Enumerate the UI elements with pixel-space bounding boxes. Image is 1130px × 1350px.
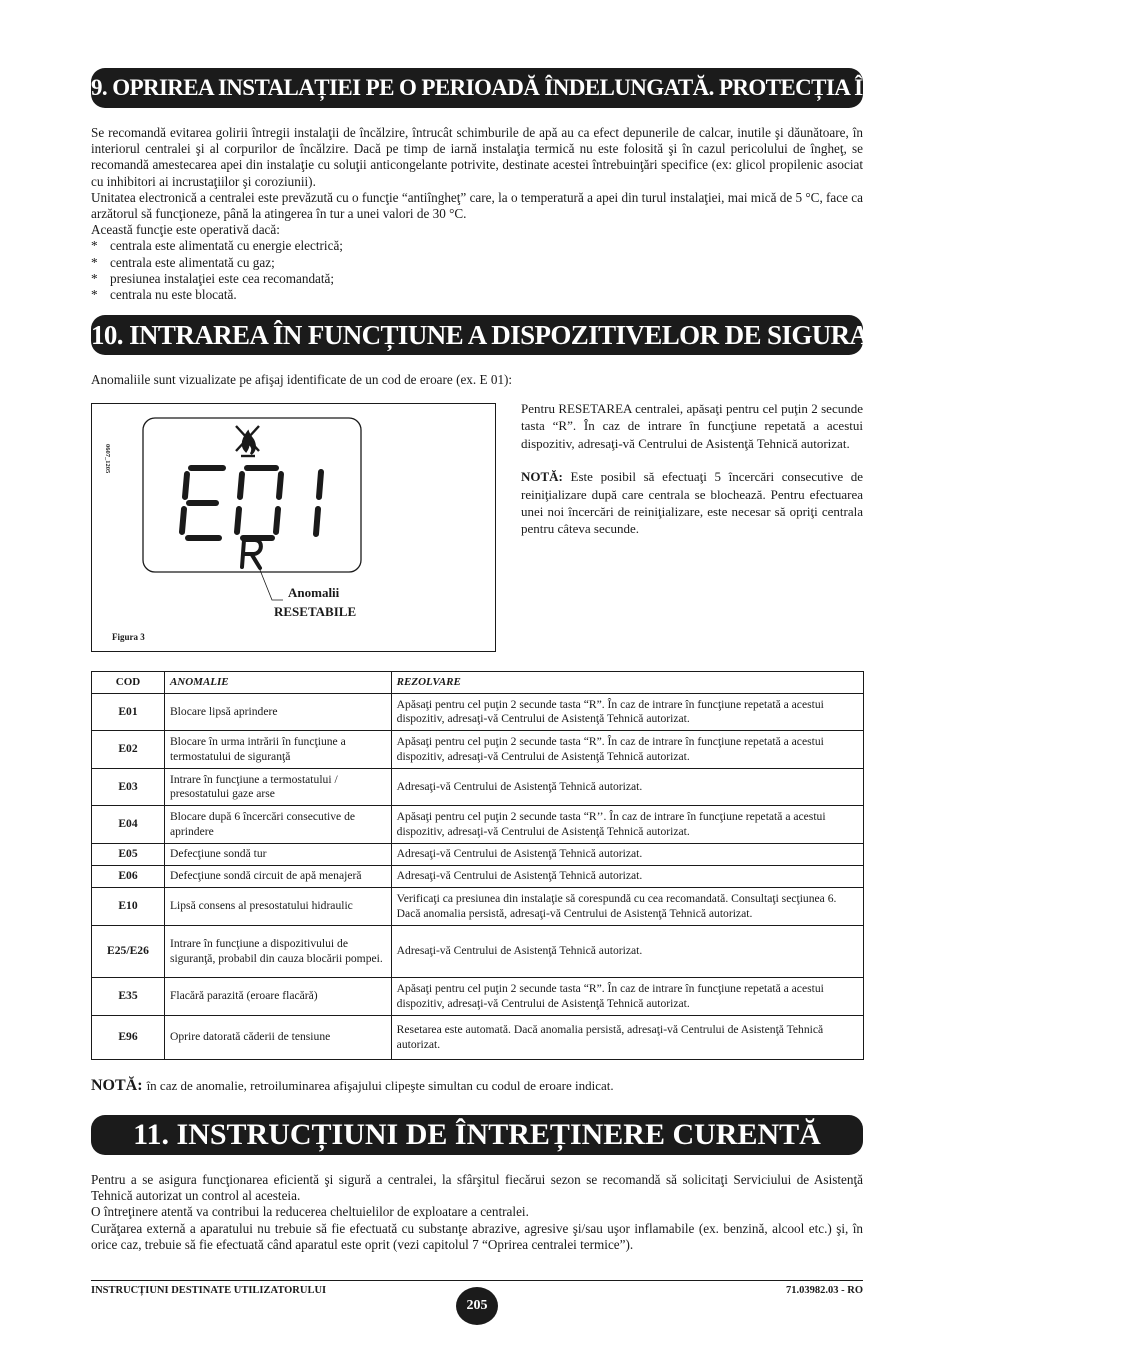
figure-caption: Figura 3 (112, 632, 145, 642)
section-9-paragraph-3: Această funcţie este operativă dacă: (91, 222, 280, 238)
bullet-mark: * (91, 287, 98, 303)
bullet-item (91, 271, 863, 287)
cell-code: E06 (92, 866, 165, 888)
footer-divider (91, 1280, 863, 1281)
section-11-paragraph-2: O întreţinere atentă va contribui la reducerea cheltuielilor de exploatare a centralei. (91, 1204, 529, 1220)
reset-note-label: NOTĂ: (521, 469, 563, 485)
figure-code: 0607_1205 (104, 444, 111, 474)
cell-resolution: Apăsaţi pentru cel puţin 2 secunde tasta “R”. În caz de intrare în funcţiune repetată a acestui dispozitiv, adresaţi-vă Centrului de Asistenţă Tehnică autorizat. (391, 978, 863, 1016)
section-11-title: 11. INSTRUCȚIUNI DE ÎNTREȚINERE CURENTĂ (91, 1115, 863, 1155)
figure-label-line2: RESETABILE (274, 604, 357, 619)
cell-anomaly: Blocare după 6 încercări consecutive de aprindere (164, 806, 391, 844)
figure-display (91, 403, 496, 652)
header-code: COD (92, 672, 165, 694)
cell-resolution: Apăsaţi pentru cel puţin 2 secunde tasta “R”. În caz de intrare în funcţiune repetată a acestui dispozitiv, adresaţi-vă Centrului de Asistenţă Tehnică autorizat. (391, 694, 863, 731)
cell-resolution: Apăsaţi pentru cel puţin 2 secunde tasta “R’’. În caz de intrare în funcţiune repetată a acestui dispozitiv, adresaţi-vă Centrului de Asistenţă Tehnică autorizat. (391, 806, 863, 844)
cell-code: E96 (92, 1016, 165, 1060)
error-code-table (91, 671, 864, 1060)
bullet-text: centrala este alimentată cu gaz; (110, 254, 275, 270)
section-10-title: 10. INTRAREA ÎN FUNCȚIUNE A DISPOZITIVELOR DE SIGURANȚA (91, 315, 863, 355)
bullet-mark: * (91, 254, 98, 270)
cell-code: E25/E26 (92, 926, 165, 978)
header-anomaly: ANOMALIE (164, 672, 391, 694)
segment-digit-1 (316, 472, 321, 534)
reset-letter-r (242, 540, 261, 568)
bullet-item (91, 287, 863, 303)
table-row (92, 926, 864, 978)
cell-resolution: Adresaţi-vă Centrului de Asistenţă Tehnică autorizat. (391, 926, 863, 978)
table-row (92, 888, 864, 926)
section-9-paragraph-1: Se recomandă evitarea golirii întregii instalaţii de încălzire, întrucât schimburile de apă au ca efect depunerile de calcar, inutile şi dăunătoare, în interiorul centralei şi al corpurilor de încălzire. Dacă pe timp de iarnă instalaţia termică nu este folosită şi în cazul pericolului de îngheţ, se recomandă amestecarea apei din instalaţie cu soluţii anticongelante potrivite, destinate acestei întrebuinţări specifice (ex: glicol propilenic asociat cu inhibitori ai incrustaţiilor şi coroziunii). (91, 125, 863, 189)
anomaly-note-label: NOTĂ: (91, 1077, 143, 1094)
bullet-text: centrala este alimentată cu energie electrică; (110, 238, 343, 254)
section-11-paragraph-1: Pentru a se asigura funcţionarea eficientă şi sigură a centralei, la sfârşitul fiecărui sezon se recomandă să solicitaţi Serviciului de Asistenţă Tehnică autorizat un control al acesteia. (91, 1172, 863, 1204)
anomaly-note (91, 1077, 614, 1095)
cell-anomaly: Defecţiune sondă tur (164, 844, 391, 866)
cell-resolution: Adresaţi-vă Centrului de Asistenţă Tehnică autorizat. (391, 844, 863, 866)
cell-anomaly: Lipsă consens al presostatului hidraulic (164, 888, 391, 926)
bullet-text: centrala nu este blocată. (110, 287, 237, 303)
cell-anomaly: Intrare în funcţiune a termostatului / presostatului gaze arse (164, 769, 391, 806)
bullet-text: presiunea instalaţiei este cea recomandată; (110, 270, 335, 286)
table-row (92, 731, 864, 769)
table-row (92, 866, 864, 888)
table-row (92, 806, 864, 844)
cell-resolution: Adresaţi-vă Centrului de Asistenţă Tehnică autorizat. (391, 769, 863, 806)
bullet-item (91, 255, 863, 271)
cell-code: E01 (92, 694, 165, 731)
cell-anomaly: Defecţiune sondă circuit de apă menajeră (164, 866, 391, 888)
bullet-item (91, 238, 863, 254)
table-row (92, 1016, 864, 1060)
segment-digit-e (182, 468, 223, 538)
cell-resolution: Apăsaţi pentru cel puţin 2 secunde tasta “R”. În caz de intrare în funcţiune repetată a acestui dispozitiv, adresaţi-vă Centrului de Asistenţă Tehnică autorizat. (391, 731, 863, 769)
reset-paragraph: Pentru RESETAREA centralei, apăsaţi pentru cel puţin 2 secunde tasta “R”. În caz de intrare în funcţiune repetată a acestui dispozitiv, adresaţi-vă Centrului de Asistenţă Tehnică autorizat. (521, 401, 863, 451)
section-9-body (91, 125, 863, 303)
cell-anomaly: Oprire datorată căderii de tensiune (164, 1016, 391, 1060)
section-9-paragraph-2: Unitatea electronică a centralei este prevăzută cu o funcţie “antiîngheţ” care, la o temperatură a apei din turul instalaţiei, mai mică de 5 °C, face ca arzătorul să funcţioneze, până la atingerea în tur a unei valori de 30 °C. (91, 189, 863, 222)
reset-note-text: Este posibil să efectuaţi 5 încercări consecutive de reiniţializare după care centrala se blochează. Pentru efectuarea unei noi încercări de reiniţializare, este necesar să opriţi centrala pentru câteva secunde. (521, 469, 864, 537)
bullet-mark: * (91, 238, 98, 254)
reset-instructions (521, 400, 863, 554)
table-row (92, 844, 864, 866)
cell-resolution: Resetarea este automată. Dacă anomalia persistă, adresaţi-vă Centrului de Asistenţă Tehnică autorizat. (391, 1016, 863, 1060)
table-row (92, 978, 864, 1016)
section-11-paragraph-3: Curăţarea externă a aparatului nu trebuie să fie efectuată cu substanţe abrazive, agresive şi/sau uşor inflamabile (ex. benzină, alcool etc.) şi, în orice caz, trebuie să fie efectuată când aparatul este oprit (vezi capitolul 7 “Oprirea centralei termice”). (91, 1220, 863, 1252)
cell-anomaly: Blocare lipsă aprindere (164, 694, 391, 731)
footer-document-code: 71.03982.03 - RO (786, 1285, 863, 1296)
header-resolution: REZOLVARE (391, 672, 863, 694)
cell-code: E03 (92, 769, 165, 806)
cell-resolution: Adresaţi-vă Centrului de Asistenţă Tehnică autorizat. (391, 866, 863, 888)
figure-label-line1: Anomalii (288, 585, 340, 600)
reset-note (521, 468, 863, 538)
segment-digit-0 (237, 468, 281, 538)
cell-anomaly: Blocare în urma intrării în funcţiune a termostatului de siguranţă (164, 731, 391, 769)
cell-code: E05 (92, 844, 165, 866)
table-row (92, 769, 864, 806)
section-10-intro: Anomaliile sunt vizualizate pe afişaj identificate de un cod de eroare (ex. E 01): (91, 372, 513, 387)
cell-resolution: Verificaţi ca presiunea din instalaţie să corespundă cu cea recomandată. Consultaţi secţiunea 6. Dacă anomalia persistă, adresaţi-vă Centrului de Asistenţă Tehnică autorizat. (391, 888, 863, 926)
cell-code: E10 (92, 888, 165, 926)
flame-crossed-icon (236, 426, 259, 456)
cell-anomaly: Intrare în funcţiune a dispozitivului de siguranţă, probabil din cauza blocării pompei. (164, 926, 391, 978)
section-9-title: 9. OPRIREA INSTALAȚIEI PE O PERIOADĂ ÎNDELUNGATĂ. PROTECȚIA ÎMPOTRIVA ÎNGHEȚULUI (91, 68, 863, 108)
anomaly-note-text: în caz de anomalie, retroiluminarea afişajului clipeşte simultan cu codul de eroare indicat. (146, 1078, 614, 1093)
cell-code: E35 (92, 978, 165, 1016)
footer-document-title: INSTRUCȚIUNI DESTINATE UTILIZATORULUI (91, 1285, 327, 1296)
cell-anomaly: Flacără parazită (eroare flacără) (164, 978, 391, 1016)
bullet-mark: * (91, 270, 98, 286)
table-row (92, 694, 864, 731)
table-header-row (92, 672, 864, 694)
page-number: 205 (456, 1287, 498, 1325)
cell-code: E02 (92, 731, 165, 769)
section-11-body (91, 1172, 863, 1253)
cell-code: E04 (92, 806, 165, 844)
